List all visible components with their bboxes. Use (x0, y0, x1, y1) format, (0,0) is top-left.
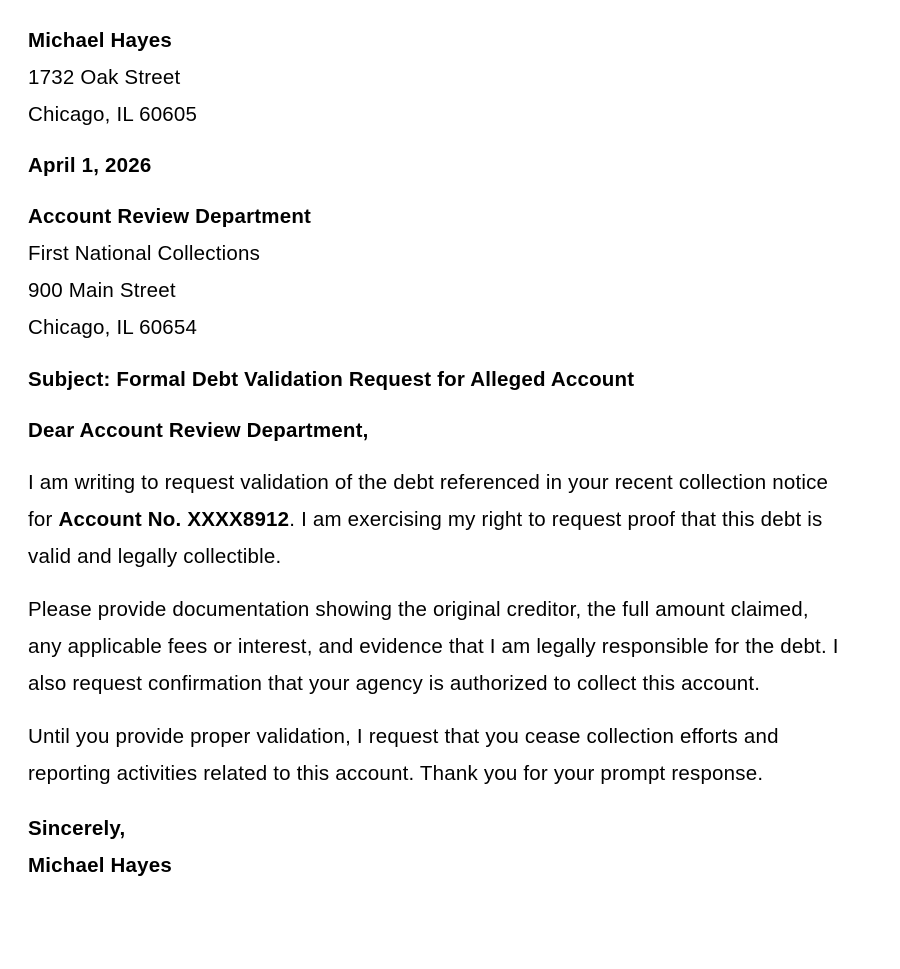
account-number-reference: Account No. XXXX8912 (58, 508, 290, 531)
spacer-after-paragraph-2 (28, 702, 840, 718)
salutation-block (28, 412, 840, 449)
spacer-after-salutation (28, 449, 840, 464)
spacer-after-date (28, 184, 840, 198)
spacer-after-paragraph-1 (28, 575, 840, 591)
recipient-street: 900 Main Street (28, 279, 176, 302)
spacer-after-recipient (28, 346, 840, 361)
signature-name: Michael Hayes (28, 854, 172, 877)
recipient-address-block (28, 198, 840, 346)
letter-date: April 1, 2026 (28, 154, 152, 177)
salutation: Dear Account Review Department, (28, 419, 369, 442)
paragraph-1-text-before: I am writing to request validation of the debt referenced in your recent collection notice for (28, 471, 829, 531)
valediction: Sincerely, (28, 817, 126, 840)
sender-address-block (28, 22, 840, 133)
letter-document (28, 22, 840, 884)
sender-name: Michael Hayes (28, 29, 172, 52)
paragraph-1-text-after: . I am exercising my right to request proof that this debt is valid and legally collectible. (28, 508, 823, 568)
date-block (28, 147, 840, 184)
recipient-department: Account Review Department (28, 205, 312, 228)
recipient-company: First National Collections (28, 242, 261, 265)
spacer-after-paragraph-3 (28, 792, 840, 810)
recipient-city-state-zip: Chicago, IL 60654 (28, 316, 198, 339)
sender-street: 1732 Oak Street (28, 66, 181, 89)
subject-line: Subject: Formal Debt Validation Request for Alleged Account (28, 368, 635, 391)
body-paragraph-3: Until you provide proper validation, I request that you cease collection efforts and reporting activities related to this account. Thank you for your prompt response. (28, 725, 779, 785)
body-paragraph-1 (28, 464, 840, 575)
subject-block (28, 361, 840, 398)
spacer-after-subject (28, 398, 840, 412)
spacer-after-sender (28, 133, 840, 147)
body-paragraph-2: Please provide documentation showing the original creditor, the full amount claimed, any applicable fees or interest, and evidence that I am legally responsible for the debt. I also request confirmation that your agency is authorized to collect this account. (28, 598, 839, 695)
sender-city-state-zip: Chicago, IL 60605 (28, 103, 198, 126)
closing-block (28, 810, 840, 884)
